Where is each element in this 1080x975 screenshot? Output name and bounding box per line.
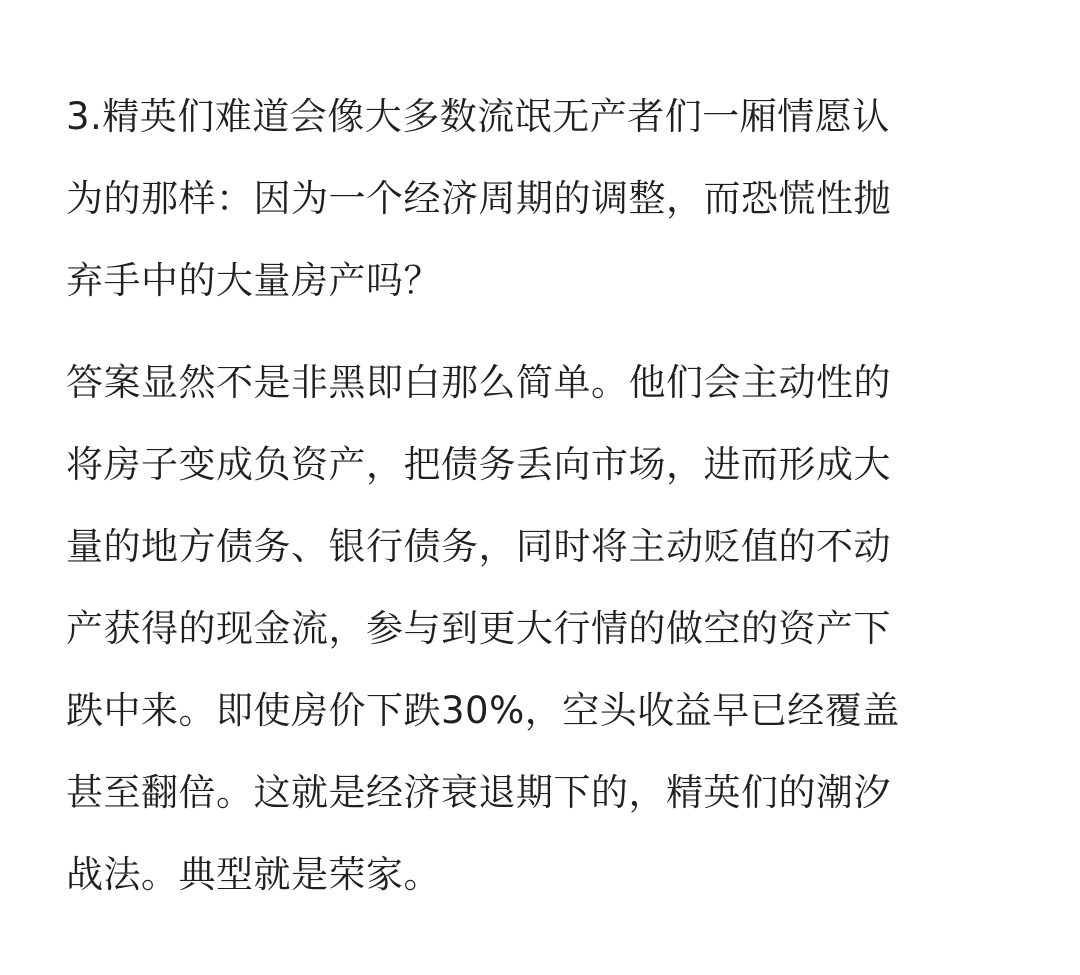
post-paragraph-1: 3.精英们难道会像大多数流氓无产者们一厢情愿认 为的那样：因为一个经济周期的调整，而恐慌性抛 弃手中的大量房产吗？ <box>66 95 891 302</box>
post-paragraph-2: 答案显然不是非黑即白那么简单。他们会主动性的 将房子变成负资产，把债务丢向市场，进而形成大 量的地方债务、银行债务，同时将主动贬值的不动 产获得的现金流，参与到更大行情的做空的资产下 跌中来。即使房价下跌30%，空头收益早已经覆盖 甚至翻倍。这就是经济衰退期下的，精英们的潮汐 战法。典型就是荣家。 <box>66 361 900 896</box>
